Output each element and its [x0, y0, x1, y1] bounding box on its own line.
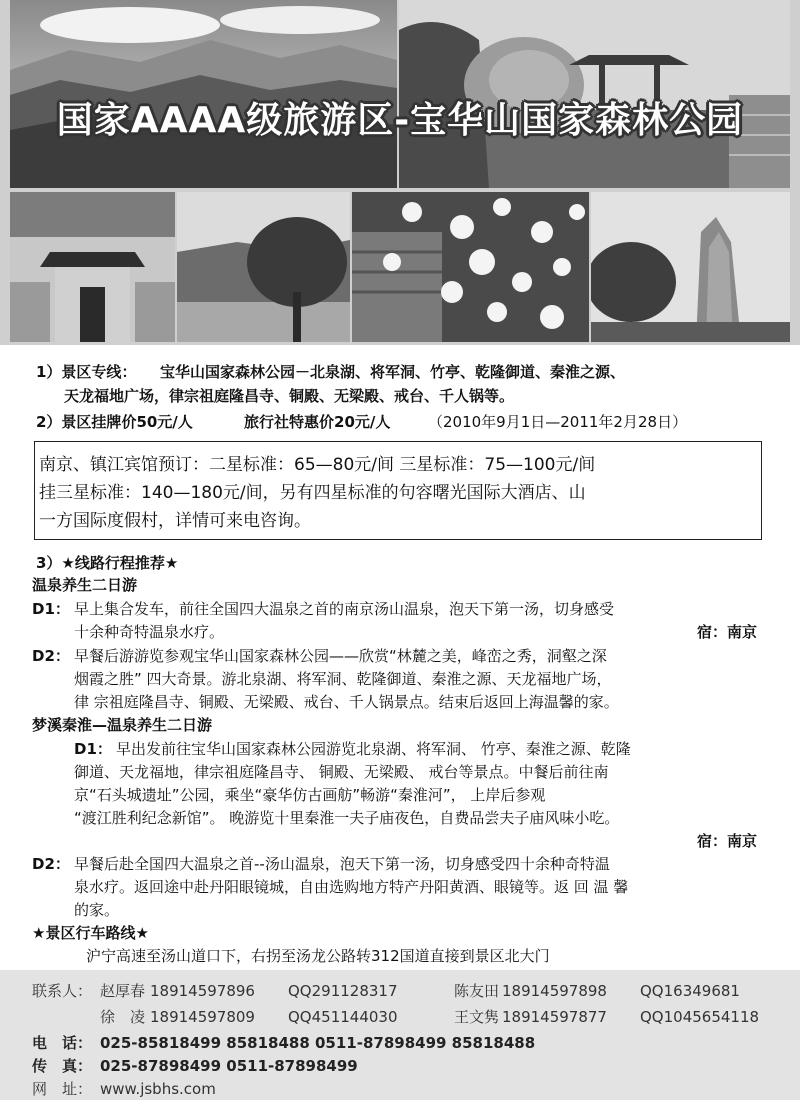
tour2-d2-line3: 的家。 [74, 901, 120, 919]
tour2-d2-line1: 早餐后赴全国四大温泉之首--汤山温泉，泡天下第一汤，切身感受四十余种奇特温 [74, 855, 610, 873]
rock-pillar-photo [591, 192, 790, 342]
lake-pine-photo [177, 192, 350, 342]
contact-phone: 18914597898 [502, 982, 607, 1000]
photo-collage [0, 0, 800, 345]
tour2-d1-line4: “渡江胜利纪念新馆”。 晚游览十里秦淮一夫子庙夜色，自费品尝夫子庙风味小吃。 [74, 809, 620, 827]
tour2-d2-label: D2： [32, 855, 70, 873]
fax-label: 传 真： [32, 1057, 93, 1075]
contact-qq: QQ451144030 [288, 1008, 398, 1026]
contact-name: 徐 凌 [100, 1008, 146, 1026]
tour1-title: 温泉养生二日游 [32, 576, 138, 594]
tour2-d2-line2: 泉水疗。返回途中赴丹阳眼镜城，自由选购地方特产丹阳黄酒、眼镜等。返 回 温 馨 [74, 878, 629, 896]
tour2-d1-line2: 御道、天龙福地，律宗祖庭隆昌寺、 铜殿、无梁殿、 戒台等景点。中餐后前往南 [74, 763, 609, 781]
tour1-d1-line1: 早上集合发车，前往全国四大温泉之首的南京汤山温泉，泡天下第一汤，切身感受 [74, 600, 615, 618]
hotel-line1: 南京、镇江宾馆预订：二星标准：65—80元/间 三星标准：75—100元/间 [39, 455, 596, 475]
contact-qq: QQ16349681 [640, 982, 740, 1000]
phone-value: 025-85818499 85818488 0511-87898499 85818488 [100, 1034, 536, 1052]
section2-special: 旅行社特惠价20元/人 [244, 413, 391, 431]
contact-phone: 18914597896 [150, 982, 255, 1000]
tour2-d1-label: D1： [74, 740, 112, 758]
tour2-title: 梦溪秦淮—温泉养生二日游 [32, 716, 213, 734]
tour1-d2-line1: 早餐后游游览参观宝华山国家森林公园——欣赏“林麓之美，峰峦之秀，洞壑之深 [74, 647, 607, 665]
route-text: 沪宁高速至汤山道口下，右拐至汤龙公路转312国道直接到景区北大门 [86, 947, 550, 965]
tour2-d1-line1: 早出发前往宝华山国家森林公园游览北泉湖、将军洞、 竹亭、秦淮之源、乾隆 [116, 740, 631, 758]
hotel-line2: 挂三星标准：140—180元/间，另有四星标准的句容曙光国际大酒店、山 [39, 483, 586, 503]
contact-phone: 18914597809 [150, 1008, 255, 1026]
tour1-d1-stay: 宿：南京 [697, 623, 758, 641]
tour1-d1-line2: 十余种奇特温泉水疗。 [74, 623, 225, 641]
tour2-d1-stay: 宿：南京 [697, 832, 758, 850]
tour2-d1-line3: 京“石头城遗址”公园，乘坐“豪华仿古画舫”畅游“秦淮河”， 上岸后参观 [74, 786, 546, 804]
fax-value: 025-87898499 0511-87898499 [100, 1057, 358, 1075]
website-value[interactable]: www.jsbhs.com [100, 1080, 216, 1098]
magnolia-photo [352, 192, 589, 342]
tour1-d2-label: D2： [32, 647, 70, 665]
phone-label: 电 话： [32, 1034, 93, 1052]
tour1-d1-label: D1： [32, 600, 70, 618]
contact-name: 王文隽 [454, 1008, 500, 1026]
section1-line2: 天龙福地广场，律宗祖庭隆昌寺、铜殿、无梁殿、戒台、千人锅等。 [64, 387, 515, 405]
contacts-label: 联系人： [32, 982, 93, 1000]
section2-label: 2）景区挂牌价50元/人 [36, 413, 193, 431]
route-label: ★景区行车路线★ [32, 924, 149, 942]
section2-period: （2010年9月1日—2011年2月28日） [428, 413, 688, 431]
contact-name: 赵厚春 [100, 982, 146, 1000]
contact-qq: QQ291128317 [288, 982, 398, 1000]
hotel-box [34, 441, 762, 540]
contact-qq: QQ1045654118 [640, 1008, 760, 1026]
contact-name: 陈友田 [454, 982, 500, 1000]
section1-label: 1）景区专线： [36, 363, 137, 381]
section1-line1: 宝华山国家森林公园－北泉湖、将军洞、竹亭、乾隆御道、秦淮之源、 [160, 363, 626, 381]
tour1-d2-line3: 律 宗祖庭隆昌寺、铜殿、无梁殿、戒台、千人锅景点。结束后返回上海温馨的家。 [74, 693, 619, 711]
section3-label: 3）★线路行程推荐★ [36, 554, 179, 572]
banner-title: 国家AAAA级旅游区-宝华山国家森林公园 [56, 100, 744, 141]
contact-phone: 18914597877 [502, 1008, 607, 1026]
temple-gate-photo [10, 192, 175, 342]
website-label: 网 址： [32, 1080, 93, 1098]
tour1-d2-line2: 烟霞之胜” 四大奇景。游北泉湖、将军洞、乾隆御道、秦淮之源、天龙福地广场， [74, 670, 612, 688]
hotel-line3: 一方国际度假村，详情可来电咨询。 [39, 511, 311, 531]
